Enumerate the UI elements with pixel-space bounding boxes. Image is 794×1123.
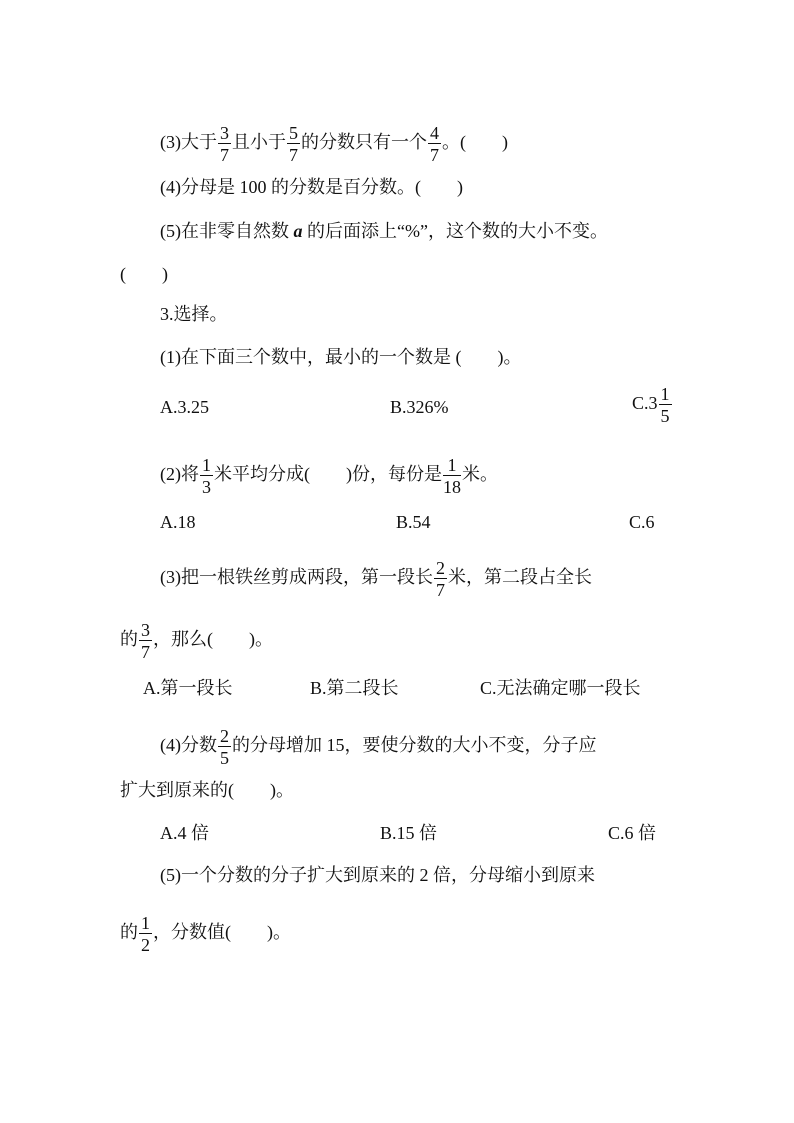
q3-5-line1: (5)一个分数的分子扩大到原来的 2 倍，分母缩小到原来 [160,865,595,885]
q3-2-stem: (2)将 $\frac{1}{3}$ 米平均分成( )份，每份是 $\frac{1}{18}$ 米。 [160,455,498,497]
section-3-title: 3.选择。 [160,304,228,324]
q3-1-option-a: A.3.25 [160,397,209,417]
fraction-2-5: $\frac{2}{5}$ [220,726,229,768]
q3-1-stem: (1)在下面三个数中，最小的一个数是 ( )。 [160,347,522,367]
q2-3-post: 。( ) [442,132,508,153]
q3-3-line2: 的 $\frac{3}{7}$ ，那么( )。 [120,620,273,662]
q2-5-line: (5)在非零自然数 a 的后面添上“%”，这个数的大小不变。 [160,221,608,241]
q3-3-option-c: C.无法确定哪一段长 [480,678,641,698]
q2-3-mid1: 且小于 [232,132,286,153]
fraction-1-3: $\frac{1}{3}$ [202,455,211,497]
q3-5-line2: 的 $\frac{1}{2}$ ，分数值( )。 [120,913,291,955]
fraction-1-18: $\frac{1}{18}$ [443,455,461,497]
q3-3-line1: (3)把一根铁丝剪成两段，第一段长 $\frac{2}{7}$ 米，第二段占全长 [160,558,592,600]
q3-4-option-b: B.15 倍 [380,823,438,843]
fraction-5-7: $\frac{5}{7}$ [289,123,298,165]
fraction-3-7: $\frac{3}{7}$ [220,123,229,165]
q3-2-option-a: A.18 [160,512,196,532]
fraction-2-7: $\frac{2}{7}$ [436,558,445,600]
q3-3-option-b: B.第二段长 [310,678,399,698]
fraction-3-7: $\frac{3}{7}$ [141,620,150,662]
q3-4-option-c: C.6 倍 [608,823,657,843]
q3-3-option-a: A.第一段长 [143,678,233,698]
fraction-1-5: $\frac{1}{5}$ [660,384,670,426]
q3-2-option-c: C.6 [629,512,655,532]
variable-a: a [293,221,303,241]
fraction-1-2: $\frac{1}{2}$ [141,913,150,955]
q3-4-option-a: A.4 倍 [160,823,209,843]
q2-3-mid2: 的分数只有一个 [301,132,427,153]
q2-3-line [160,124,508,164]
q3-4-line2: 扩大到原来的( )。 [120,780,294,800]
q2-4-line: (4)分母是 100 的分数是百分数。( ) [160,177,463,197]
q3-1-option-c: C.3 $\frac{1}{5}$ [632,384,670,426]
q3-4-line1: (4)分数 $\frac{2}{5}$ 的分母增加 15，要使分数的大小不变，分子应 [160,726,597,768]
fraction-4-7: $\frac{4}{7}$ [430,123,439,165]
q3-1-option-b: B.326% [390,397,449,417]
q2-5-paren: ( ) [120,264,168,284]
q3-2-option-b: B.54 [396,512,431,532]
q2-3-pre: (3)大于 [160,132,217,153]
